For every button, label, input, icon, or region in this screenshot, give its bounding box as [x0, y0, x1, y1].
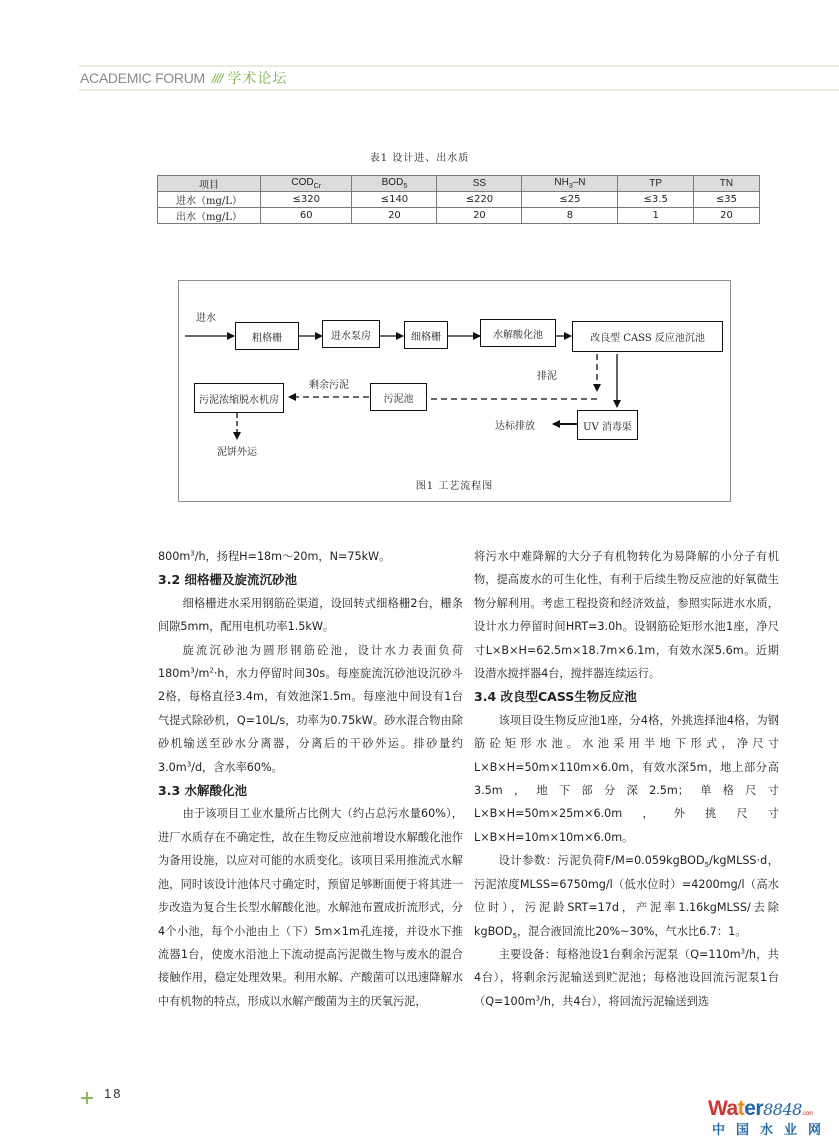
box-sludge-tank: 污泥池 [370, 383, 427, 411]
box-sludge-dewatering: 污泥浓缩脱水机房 [194, 383, 284, 413]
header-rule-bottom [79, 89, 839, 91]
box-uv-channel: UV 消毒渠 [577, 410, 638, 440]
logo-chinese: 中国水业网 [712, 1123, 833, 1138]
box-cass-tank: 改良型 CASS 反应池沉池 [572, 321, 723, 352]
box-fine-screen: 细格栅 [404, 321, 448, 349]
body-paragraph: 细格栅进水采用钢筋砼渠道，设回转式细格栅2台，栅条间隙5mm，配用电机功率1.5kW。 [158, 596, 463, 634]
body-column-right [474, 545, 779, 1013]
water8848-logo [708, 1097, 833, 1138]
table-cell: ≤140 [352, 192, 437, 208]
body-column-left [158, 545, 463, 1013]
body-paragraph: $800m^3/h$，扬程H=18m～20m，N=75kW。 [158, 549, 391, 563]
plus-icon: + [80, 1085, 95, 1112]
table-column-header: $NH_3-N$ [522, 176, 618, 192]
process-flow-figure [178, 280, 731, 502]
section-heading: 3.2 细格栅及旋流沉砂池 [158, 572, 297, 588]
box-coarse-screen: 粗格栅 [235, 322, 299, 350]
label-excess-sludge: 剩余污泥 [309, 380, 349, 391]
section-heading: 3.3 水解酸化池 [158, 783, 247, 799]
body-paragraph: 将污水中难降解的大分子有机物转化为易降解的小分子有机物，提高废水的可生化性，有利于后续生物反应池的好氧微生物分解利用。考虑工程投资和经济效益，参照实际进水水质，设计水力停留时间HRT=3.0h。设钢筋砼矩形水池1座，净尺寸L×B×H=62.5m×18.7m×6.1m，有效水深5.6m。近期设潜水搅拌器4台，搅拌器连续运行。 [474, 550, 779, 681]
table-column-header: TP [618, 176, 694, 192]
body-paragraph: 旋流沉砂池为圆形钢筋砼池，设计水力表面负荷$180m^3/m^2\cdot h$，水力停留时间30s。每座旋流沉砂池设沉砂斗2格，每格直径3.4m，有效池深1.5m。每座池中间设有1台气提式除砂机，Q=10L/s，功率为0.75kW。砂水混合物由除砂机输送至砂水分离器，分离后的干砂外运。排砂量约$3.0m^3/d$，含水率60%。 [158, 643, 463, 774]
table-row [158, 192, 760, 208]
section-title-en: ACADEMIC FORUM [80, 70, 205, 86]
label-sludge-discharge: 排泥 [537, 371, 557, 382]
logo-er: er [744, 1097, 764, 1120]
box-hydrolysis-tank: 水解酸化池 [480, 319, 556, 347]
table-column-header: 项目 [158, 176, 261, 192]
logo-wa: Wa [708, 1097, 738, 1120]
label-inlet: 进水 [196, 313, 216, 324]
section-title-zh: 学术论坛 [227, 71, 288, 87]
label-cake-transport: 泥饼外运 [217, 447, 257, 458]
table-header-row [158, 176, 760, 192]
table-caption: 表1 设计进、出水质 [369, 153, 470, 164]
table-cell: 8 [522, 208, 618, 224]
table-cell: 1 [618, 208, 694, 224]
section-slashes: //// [211, 70, 223, 86]
header-rule-top [79, 65, 839, 67]
table-cell: 20 [437, 208, 522, 224]
body-paragraph: 设计参数：污泥负荷F/M=0.059kgBOD$_5$/kgMLSS·d，污泥浓度MLSS=6750mg/l（低水位时）=4200mg/l（高水位时），污泥龄SRT=17d，产泥率1.16kgMLSS/去除kgBOD$_5$，混合液回流比20%~30%，气水比6.7：1。 [474, 854, 779, 940]
logo-com: .com [801, 1111, 813, 1117]
logo-wordmark [708, 1097, 833, 1121]
water-quality-table [157, 175, 760, 224]
section-heading: 3.4 改良型CASS生物反应池 [474, 689, 637, 705]
table-cell: ≤25 [522, 192, 618, 208]
body-paragraph: 主要设备：每格池设1台剩余污泥泵（$Q=110m^3/h$，共4台），将剩余污泥输送到贮泥池；每格池设回流污泥泵1台（$Q=100m^3/h$，共4台），将回流污泥输送到选 [474, 947, 779, 1008]
table-column-header: SS [437, 176, 522, 192]
figure-caption: 图1 工艺流程图 [415, 481, 494, 492]
page-number: 18 [104, 1086, 123, 1101]
table-column-header: $COD_{Cr}$ [261, 176, 352, 192]
table-cell: ≤320 [261, 192, 352, 208]
table-row [158, 208, 760, 224]
table-cell: 20 [693, 208, 759, 224]
table-row-label: 进水（mg/L） [158, 192, 261, 208]
body-paragraph: 由于该项目工业水量所占比例大（约占总污水量60%），进厂水质存在不确定性，故在生物反应池前增设水解酸化池作为备用设施，以应对可能的水质变化。该项目采用推流式水解池，同时该设计池体尺寸确定时，预留足够断面便于将其进一步改造为复合生长型水解酸化池。水解池布置成折流形式，分4个小池，每个小池由上（下）5m×1m孔连接，并设水下推流器1台，使废水沿池上下流动提高污泥微生物与废水的混合接触作用，稳定处理效果。利用水解、产酸菌可以迅速降解水中有机物的特点，形成以水解产酸菌为主的厌氧污泥， [158, 807, 463, 1008]
table-column-header: TN [693, 176, 759, 192]
logo-number: 8848 [763, 1100, 802, 1119]
table-cell: ≤3.5 [618, 192, 694, 208]
label-discharge: 达标排放 [495, 421, 535, 432]
table-cell: 20 [352, 208, 437, 224]
table-cell: ≤35 [693, 192, 759, 208]
logo-t: t [737, 1097, 745, 1120]
box-pump-house: 进水泵房 [322, 320, 380, 348]
section-header [80, 68, 287, 88]
table-row-label: 出水（mg/L） [158, 208, 261, 224]
table-cell: ≤220 [437, 192, 522, 208]
body-paragraph: 该项目设生物反应池1座，分4格，外挑选择池4格，为钢筋砼矩形水池。水池采用半地下形式，净尺寸L×B×H=50m×110m×6.0m，有效水深5m，地上部分高3.5m，地下部分深2.5m；单格尺寸L×B×H=50m×25m×6.0m，外挑尺寸L×B×H=10m×10m×6.0m。 [474, 713, 779, 844]
table-column-header: $BOD_5$ [352, 176, 437, 192]
table-cell: 60 [261, 208, 352, 224]
